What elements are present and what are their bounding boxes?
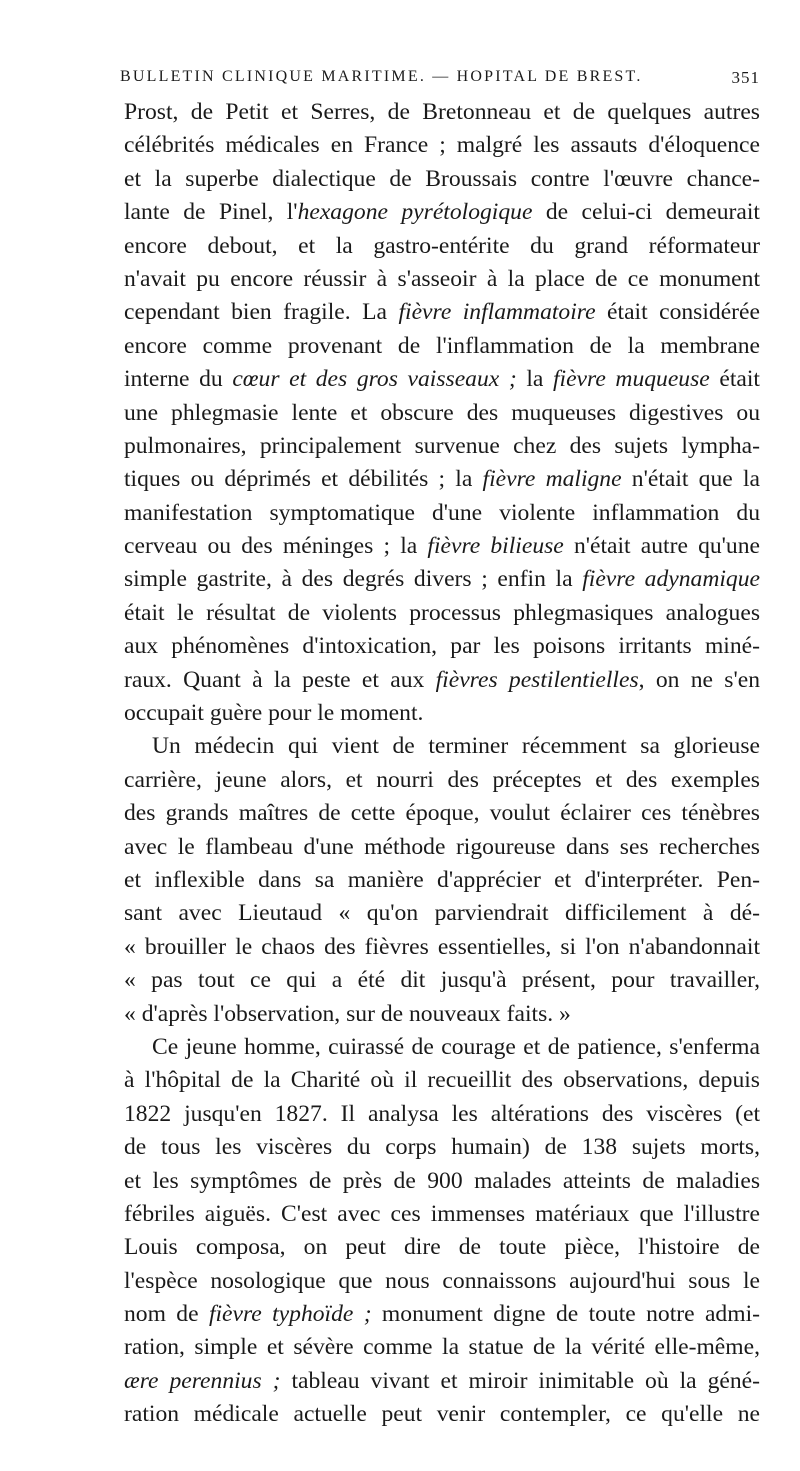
italic-text-segment: fièvre typhoïde ; (208, 1301, 372, 1328)
italic-text-segment: fièvres pestilentielles (435, 666, 639, 693)
text-line (124, 764, 760, 797)
text-segment: une phlegmasie lente et obscure des muqueuses digestives ou (124, 399, 760, 426)
text-line (124, 1131, 760, 1164)
text-segment: cependant bien fragile. La (124, 299, 399, 326)
text-segment: et la superbe dialectique de Broussais contre l'œuvre chance- (124, 165, 760, 192)
body-text (124, 96, 760, 1432)
text-segment: de tous les viscères du corps humain) de 138 sujets morts, (124, 1134, 760, 1161)
text-segment: l'espèce nosologique que nous connaissons aujourd'hui sous le (124, 1267, 760, 1294)
text-segment: et inflexible dans sa manière d'apprécier et d'interpréter. Pen- (124, 866, 760, 893)
text-line (124, 897, 760, 930)
text-line (124, 196, 760, 229)
text-segment: n'était que la (621, 466, 760, 493)
text-line (124, 998, 760, 1031)
text-segment: n'était autre qu'une (563, 533, 760, 560)
text-segment: nom de (124, 1301, 209, 1328)
text-segment: Ce jeune homme, cuirassé de courage et de patience, s'enferma (152, 1033, 760, 1060)
text-line (124, 1031, 760, 1064)
text-line (124, 1298, 760, 1331)
text-line (124, 1165, 760, 1198)
text-line (124, 1265, 760, 1298)
text-line (124, 964, 760, 997)
text-line (124, 597, 760, 630)
text-line (124, 463, 760, 496)
text-segment: manifestation symptomatique d'une violente inflammation du (124, 499, 760, 526)
text-segment: aux phénomènes d'intoxication, par les poisons irritants miné- (124, 633, 760, 660)
text-segment: lante de Pinel, l' (124, 199, 298, 226)
text-segment: était le résultat de violents processus phlegmasiques analogues (124, 599, 760, 626)
text-line (124, 430, 760, 463)
text-line (124, 831, 760, 864)
text-line (124, 1198, 760, 1231)
text-segment: cerveau ou des méninges ; la (124, 533, 428, 560)
text-line (124, 330, 760, 363)
text-line (124, 697, 760, 730)
italic-text-segment: fièvre maligne (482, 466, 622, 493)
text-segment: Un médecin qui vient de terminer récemment sa glorieuse (152, 733, 760, 760)
text-segment: monument digne de toute notre admi- (371, 1301, 760, 1328)
text-segment: Louis composa, on peut dire de toute pièce, l'histoire de (124, 1234, 760, 1261)
italic-text-segment: fièvre adynamique (582, 566, 760, 593)
text-segment: simple gastrite, à des degrés divers ; enfin la (124, 566, 583, 593)
text-segment: la (516, 366, 553, 393)
text-segment: tableau vivant et miroir inimitable où la géné- (280, 1367, 760, 1394)
text-line (124, 730, 760, 763)
text-line (124, 497, 760, 530)
text-segment: à l'hôpital de la Charité où il recueillit des observations, depuis (124, 1067, 760, 1094)
text-segment: pulmonaires, principalement survenue chez des sujets lympha- (124, 432, 760, 459)
text-segment: occupait guère pour le moment. (124, 700, 424, 727)
text-segment: sant avec Lieutaud « qu'on parviendrait difficilement à dé- (124, 900, 760, 927)
italic-text-segment: fièvre bilieuse (427, 533, 564, 560)
page-number: 351 (731, 68, 760, 87)
text-line (124, 163, 760, 196)
text-line (124, 1331, 760, 1364)
text-line (124, 96, 760, 129)
text-segment: fébriles aiguës. C'est avec ces immenses matériaux que l'illustre (124, 1200, 760, 1227)
text-segment: « pas tout ce qui a été dit jusqu'à présent, pour travailler, (124, 967, 760, 994)
text-line (124, 563, 760, 596)
text-segment: des grands maîtres de cette époque, voulut éclairer ces ténèbres (124, 800, 760, 827)
text-segment: n'avait pu encore réussir à s'asseoir à la place de ce monument (124, 265, 760, 292)
text-line (124, 664, 760, 697)
text-line (124, 397, 760, 430)
text-line (124, 1098, 760, 1131)
text-segment: tiques ou déprimés et débilités ; la (124, 466, 483, 493)
running-head (120, 68, 760, 98)
text-line (124, 864, 760, 897)
text-segment: « brouiller le chaos des fièvres essentielles, si l'on n'abandonnait (124, 933, 760, 960)
text-line (124, 129, 760, 162)
text-segment: , on ne s'en (638, 666, 760, 693)
text-segment: interne du (124, 366, 233, 393)
italic-text-segment: ære perennius ; (124, 1367, 281, 1394)
text-segment: 1822 jusqu'en 1827. Il analysa les altérations des viscères (et (124, 1100, 760, 1127)
text-segment: ration médicale actuelle peut venir contempler, ce qu'elle ne (124, 1401, 760, 1428)
text-segment: encore debout, et la gastro-entérite du grand réformateur (124, 232, 760, 259)
italic-text-segment: cœur et des gros vaisseaux ; (232, 366, 517, 393)
text-line (124, 1064, 760, 1097)
running-title: BULLETIN CLINIQUE MARITIME. — HOPITAL DE BREST. (120, 68, 643, 85)
text-line (124, 797, 760, 830)
text-segment: de celui-ci demeurait (532, 199, 760, 226)
text-segment: était considérée (595, 299, 760, 326)
text-segment: et les symptômes de près de 900 malades atteints de maladies (124, 1167, 760, 1194)
text-line (124, 530, 760, 563)
text-segment: ration, simple et sévère comme la statue de la vérité elle-même, (124, 1334, 760, 1361)
text-line (124, 296, 760, 329)
text-line (124, 1398, 760, 1431)
text-segment: raux. Quant à la peste et aux (124, 666, 436, 693)
italic-text-segment: fièvre muqueuse (552, 366, 710, 393)
text-line (124, 630, 760, 663)
text-line (124, 230, 760, 263)
text-segment: Prost, de Petit et Serres, de Bretonneau et de quelques autres (124, 99, 760, 125)
text-segment: célébrités médicales en France ; malgré les assauts d'éloquence (124, 132, 760, 159)
text-segment: carrière, jeune alors, et nourri des préceptes et des exemples (124, 766, 760, 793)
text-line (124, 363, 760, 396)
text-segment: avec le flambeau d'une méthode rigoureuse dans ses recherches (124, 833, 760, 860)
text-line (124, 931, 760, 964)
text-line (124, 263, 760, 296)
text-line (124, 1231, 760, 1264)
text-line (124, 1365, 760, 1398)
italic-text-segment: hexagone pyrétologique (297, 199, 533, 226)
text-segment: encore comme provenant de l'inflammation de la membrane (124, 332, 760, 359)
italic-text-segment: fièvre inflammatoire (398, 299, 596, 326)
text-segment: « d'après l'observation, sur de nouveaux faits. » (124, 1000, 571, 1027)
text-segment: était (709, 366, 760, 393)
